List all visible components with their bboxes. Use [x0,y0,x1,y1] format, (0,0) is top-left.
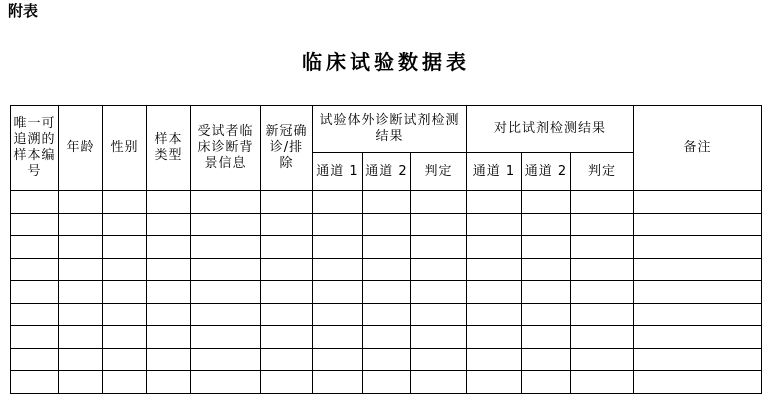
table-cell [313,191,363,214]
table-cell [261,326,313,349]
table-cell [363,213,411,236]
table-cell [522,258,571,281]
table-cell [147,213,191,236]
table-cell [59,303,103,326]
header-control-reagent-results: 对比试剂检测结果 [467,106,634,153]
table-cell [261,258,313,281]
table-cell [191,303,261,326]
table-cell [467,303,522,326]
table-cell [103,191,147,214]
table-cell [571,213,634,236]
table-cell [467,281,522,304]
table-cell [191,326,261,349]
table-cell [634,348,762,371]
table-row [11,258,762,281]
table-cell [467,371,522,394]
table-cell [147,303,191,326]
table-cell [571,281,634,304]
table-cell [191,281,261,304]
table-cell [411,236,467,259]
table-cell [261,236,313,259]
table-cell [103,326,147,349]
table-cell [59,213,103,236]
table-row [11,236,762,259]
header-row-top [11,106,762,153]
table-cell [191,236,261,259]
table-cell [147,191,191,214]
table-cell [147,348,191,371]
table-cell [11,236,59,259]
table-cell [59,348,103,371]
table-cell [571,303,634,326]
table-cell [467,236,522,259]
table-cell [261,371,313,394]
table-cell [363,348,411,371]
table-row [11,303,762,326]
table-cell [313,303,363,326]
table-cell [363,191,411,214]
table-cell [11,258,59,281]
table-cell [103,348,147,371]
table-cell [363,326,411,349]
table-cell [11,191,59,214]
table-cell [634,236,762,259]
table-cell [411,371,467,394]
table-cell [634,258,762,281]
header-age: 年龄 [59,106,103,191]
table-cell [411,213,467,236]
table-row [11,326,762,349]
header-test-reagent-results: 试验体外诊断试剂检测结果 [313,106,467,153]
table-cell [103,281,147,304]
header-control-channel-2: 通道 2 [522,153,571,191]
table-cell [363,236,411,259]
header-test-channel-2: 通道 2 [363,153,411,191]
table-cell [103,303,147,326]
table-cell [571,326,634,349]
table-cell [147,281,191,304]
table-cell [522,348,571,371]
table-row [11,191,762,214]
table-cell [261,281,313,304]
table-cell [467,326,522,349]
header-sex: 性别 [103,106,147,191]
header-test-judgement: 判定 [411,153,467,191]
table-cell [467,191,522,214]
table-cell [11,213,59,236]
header-test-channel-1: 通道 1 [313,153,363,191]
table-cell [411,191,467,214]
table-cell [59,191,103,214]
table-cell [261,191,313,214]
table-cell [467,258,522,281]
table-cell [571,191,634,214]
table-header [11,106,762,191]
table-cell [261,303,313,326]
table-cell [522,236,571,259]
table-cell [147,236,191,259]
header-remarks: 备注 [634,106,762,191]
table-cell [522,326,571,349]
table-row [11,348,762,371]
table-cell [11,326,59,349]
table-cell [59,371,103,394]
table-cell [363,258,411,281]
table-cell [191,213,261,236]
table-cell [313,371,363,394]
table-cell [313,258,363,281]
table-cell [313,236,363,259]
table-cell [634,303,762,326]
table-cell [411,303,467,326]
table-cell [467,213,522,236]
table-cell [59,258,103,281]
header-control-channel-1: 通道 1 [467,153,522,191]
header-covid-status: 新冠确诊/排除 [261,106,313,191]
table-cell [261,213,313,236]
table-cell [363,281,411,304]
table-cell [522,213,571,236]
table-cell [411,326,467,349]
table-cell [571,371,634,394]
table-cell [191,348,261,371]
header-sample-type: 样本类型 [147,106,191,191]
table-cell [59,281,103,304]
table-cell [411,348,467,371]
table-cell [411,281,467,304]
table-cell [147,371,191,394]
table-cell [634,191,762,214]
table-cell [467,348,522,371]
table-cell [522,281,571,304]
table-cell [191,258,261,281]
table-cell [11,348,59,371]
table-title: 临床试验数据表 [302,50,470,74]
table-cell [11,281,59,304]
table-cell [522,371,571,394]
table-cell [11,371,59,394]
table-cell [103,258,147,281]
table-cell [261,348,313,371]
table-cell [571,348,634,371]
appendix-label: 附表 [8,2,39,20]
table-row [11,371,762,394]
table-cell [103,213,147,236]
table-cell [571,258,634,281]
table-body [11,191,762,394]
table-cell [411,258,467,281]
table-cell [634,213,762,236]
table-cell [363,303,411,326]
header-clinical-background: 受试者临床诊断背景信息 [191,106,261,191]
clinical-trial-data-table [10,105,762,394]
table-cell [313,326,363,349]
table-cell [363,371,411,394]
table-cell [59,326,103,349]
table-cell [522,303,571,326]
table-cell [634,326,762,349]
table-cell [103,236,147,259]
table-row [11,213,762,236]
table-cell [313,213,363,236]
table-cell [313,281,363,304]
table-cell [191,191,261,214]
table-cell [313,348,363,371]
table-cell [103,371,147,394]
header-control-judgement: 判定 [571,153,634,191]
table-cell [11,303,59,326]
table-cell [571,236,634,259]
table-cell [147,258,191,281]
header-sample-id: 唯一可追溯的样本编号 [11,106,59,191]
table-cell [634,371,762,394]
table-cell [147,326,191,349]
table-cell [59,236,103,259]
table-cell [634,281,762,304]
table-cell [191,371,261,394]
table-row [11,281,762,304]
table-cell [522,191,571,214]
